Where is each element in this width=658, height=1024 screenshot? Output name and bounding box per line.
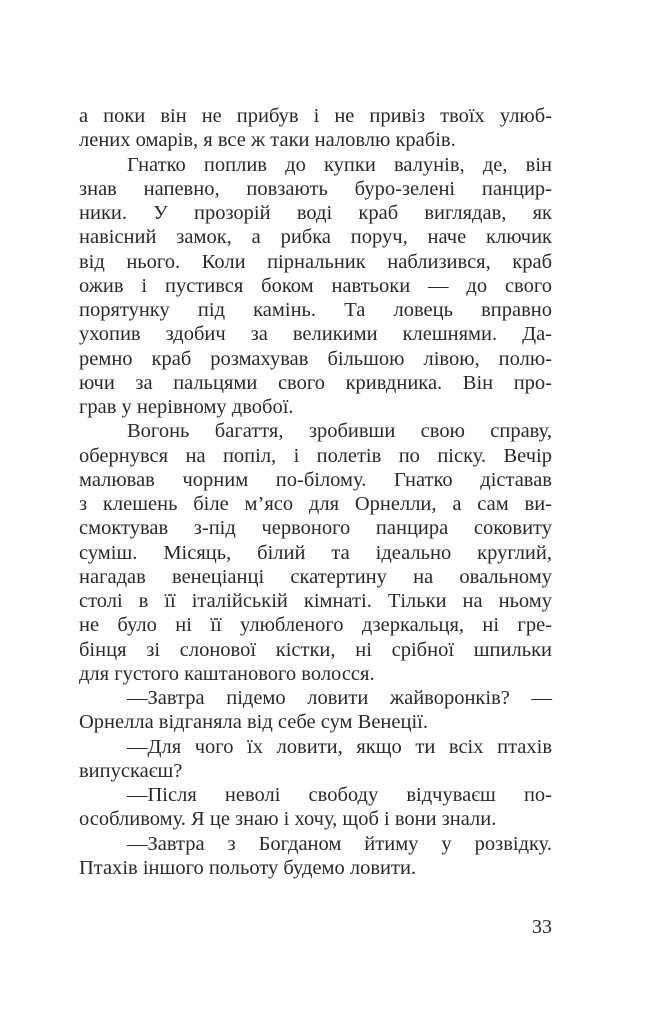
text-line: випускаєш? [79, 759, 183, 782]
paragraph [79, 419, 552, 686]
text-line: —Для чого їх ловити, якщо ти всіх птахів [127, 735, 552, 758]
text-line: —Завтра з Богданом йтиму у розвідку. [127, 832, 552, 855]
text-line: бінця зі слонової кістки, ні срібної шпильки [79, 638, 552, 661]
text-line: навісний замок, а рибка поруч, наче ключик [79, 226, 552, 249]
text-line: з клешень біле м’ясо для Орнелли, а сам ви- [79, 493, 552, 515]
text-line: —Завтра підемо ловити жайворонків? — [127, 687, 552, 709]
paragraph [79, 104, 552, 153]
text-line: порятунку під камінь. Та ловець вправно [79, 299, 552, 321]
paragraph [79, 153, 552, 420]
text-line: особливому. Я це знаю і хочу, щоб і вони знали. [79, 808, 497, 831]
text-line: ремно краб розмахував більшою лівою, полю- [79, 347, 552, 370]
text-line: нагадав венеціанці скатертину на овальному [79, 565, 552, 588]
page-number: 33 [532, 916, 552, 938]
text-line: ючи за пальцями свого кривдника. Він про- [79, 371, 552, 394]
text-line: лених омарів, я все ж таки наловлю крабів. [79, 129, 456, 152]
text-line: столі в її італійській кімнаті. Тільки на ньому [79, 590, 552, 612]
paragraph [79, 832, 552, 881]
text-line: суміш. Місяць, білий та ідеально круглий, [79, 541, 552, 564]
text-line: обернувся на попіл, і полетів по піску. Вечір [79, 444, 552, 467]
paragraph [79, 686, 552, 735]
text-line: ухопив здобич за великими клешнями. Да- [79, 323, 552, 346]
page-body-text [79, 104, 552, 880]
text-line: ожив і пустився боком навтьоки — до свого [79, 274, 552, 297]
paragraph [79, 735, 552, 784]
text-line: ники. У прозорій воді краб виглядав, як [79, 202, 552, 224]
text-line: а поки він не прибув і не привіз твоїх улюб- [79, 105, 552, 127]
text-line: Вогонь багаття, зробивши свою справу, [127, 420, 552, 443]
text-line: не було ні її улюбленого дзеркальця, ні гре- [79, 614, 552, 637]
text-line: Птахів іншого польоту будемо ловити. [79, 856, 417, 879]
text-line: смоктував з-під червоного панцира соковиту [79, 517, 552, 540]
paragraph [79, 783, 552, 832]
text-line: від нього. Коли пірнальник наблизився, краб [79, 250, 552, 273]
text-line: знав напевно, повзають буро-зелені панцир- [79, 177, 552, 200]
text-line: для густого каштанового волосся. [79, 662, 375, 685]
text-line: Гнатко поплив до купки валунів, де, він [127, 153, 552, 176]
text-line: малював чорним по-білому. Гнатко діставав [79, 468, 552, 491]
text-line: Орнелла відганяла від себе сум Венеції. [79, 711, 428, 734]
text-line: —Після неволі свободу відчуваєш по- [127, 784, 552, 806]
text-line: грав у нерівному двобої. [79, 396, 294, 418]
